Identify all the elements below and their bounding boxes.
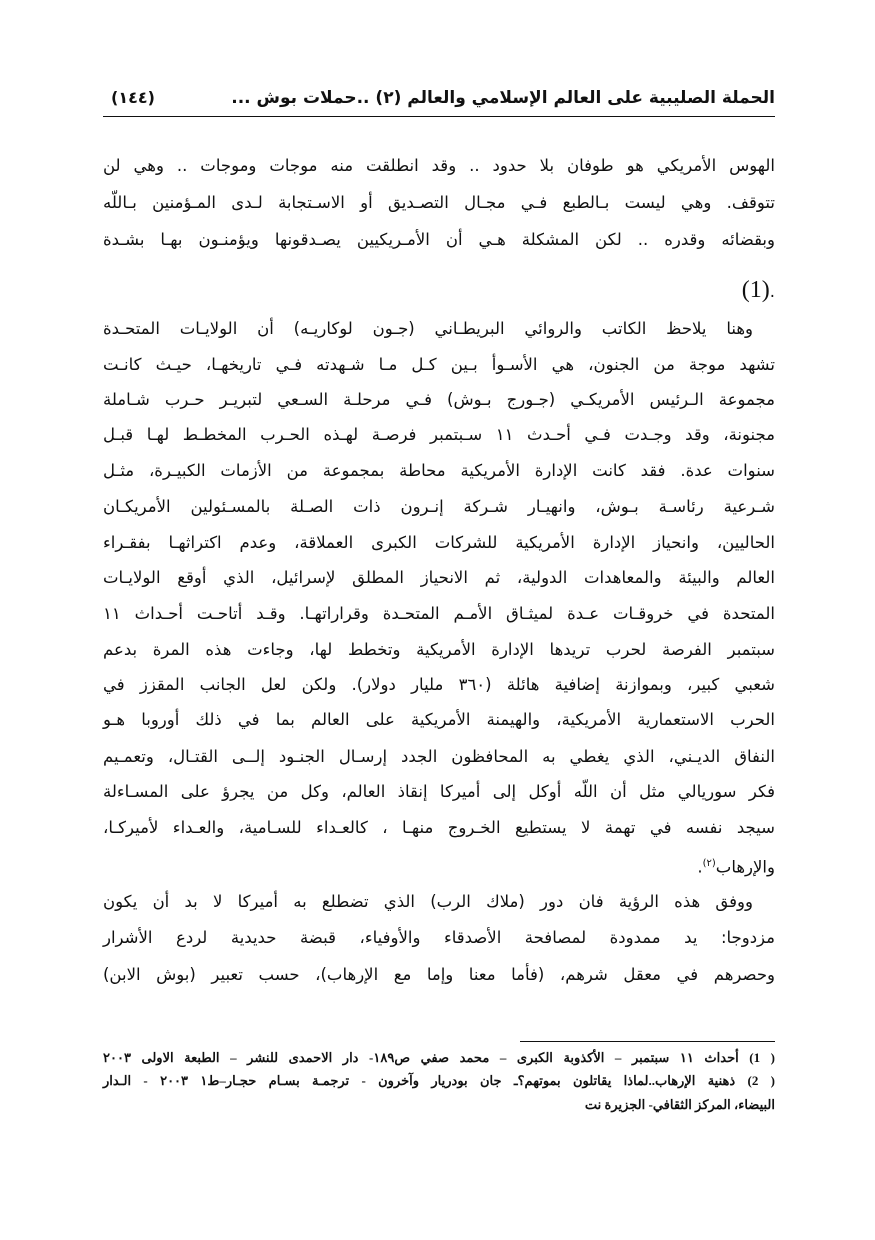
text-line: مجنونة، وقد وجـدت فـي أحـدث ١١ سـبتمبر فرصـة لهـذه الحـرب المخطـط لهـا قبـل	[103, 425, 775, 444]
text-line: الهوس الأمريكي هو طوفان بلا حدود .. وقد انطلقت منه موجات وموجات .. وهي لن	[103, 156, 775, 175]
text-line: المتحدة في خروقـات عـدة لميثـاق الأمـم المتحـدة وقراراتهـا. وقـد أتاحـت أحـداث ١١	[103, 604, 775, 623]
footnote-ref[interactable]: (٢)	[702, 858, 716, 869]
text-line: الحاليين، وانحياز الإدارة الأمريكية للشركات الكبرى العملاقة، وعدم اكتراثهـا بفقـراء	[103, 533, 775, 552]
text-line: سبتمبر الفرصة لحرب تريدها الإدارة الأمريكية وتخطط لها، وجاءت هذه المرة بدعم	[103, 640, 775, 659]
text-line: تشهد موجة من الجنون، هي الأسـوأ بـين كـل مـا شـهدته فـي تاريخهـا، حيـث كانـت	[103, 355, 775, 374]
footnote-marker: ( 2)	[747, 1073, 775, 1088]
text-line: مزدوجا: يد ممدودة لمصافحة الأصدقاء والأوفياء، قبضة حديدية لردع الأشرار	[103, 928, 775, 947]
text-line: وبقضائه وقدره .. لكن المشكلة هـي أن الأمـريكيين يصـدقونها ويؤمنـون بهـا بشـدة	[103, 230, 775, 249]
text-line: الحرب الاستعمارية الأمريكية، والهيمنة الأمريكية على العالم بما في ذلك أوروبا هـو	[103, 710, 775, 729]
page-number: (١٤٤)	[111, 88, 155, 107]
footnote-2	[103, 1072, 775, 1090]
text-line: شعبي كبير، وبموازنة إضافية هائلة (٣٦٠ مليار دولار). ولكن لعل الجانب المقزز في	[103, 675, 776, 694]
text-line: العالم والبيئة والمعاهدات الدولية، ثم الانحياز المطلق لإسرائيل، الذي أوقع الولايـات	[103, 568, 775, 587]
text-line: النفاق الديـني، الذي يغطي به المحافظون الجدد إرسـال الجنـود إلــى القتـال، وتعمـيم	[103, 747, 775, 766]
text-line: مجموعة الـرئيس الأمريكـي (جـورج بـوش) فـي مرحلـة السـعي لتبريـر حـرب شـاملة	[103, 390, 775, 409]
text-line: وحصرهم في معقل شرهم، (فأما معنا وإما مع الإرهاب)، حسب تعبير (بوش الابن)	[103, 965, 775, 984]
header-title: الحملة الصليبية على العالم الإسلامي والعالم (٢) ..حملات بوش ...	[231, 88, 775, 108]
text-line: سنوات عدة. فقد كانت الإدارة الأمريكية محاطة بمجموعة من الأزمات الكبيـرة، مثـل	[103, 461, 775, 480]
running-header	[103, 86, 775, 117]
footnote-2-continued: البيضاء، المركز الثقافي- الجزيرة نت	[584, 1097, 775, 1112]
text-line: فكر سوريالي مثل أن اللّه أوكل إلى أميركا إنقاذ العالم، وكل من يجرؤ على المسـاءلة	[103, 782, 775, 801]
period: .	[769, 282, 775, 301]
text-line: والإرهاب$^{(٢)}$.	[697, 857, 775, 877]
footnote-marker: ( 1)	[749, 1050, 776, 1065]
text-line: شـرعية رئاسـة بـوش، وانهيـار شـركة إنـرون ذات الصـلة بالمسـئولين الأمريكـان	[103, 497, 775, 516]
footnote-1	[103, 1049, 775, 1067]
text-line: وهنا يلاحظ الكاتب والروائي البريطـاني (جـون لوكاريـه) أن الولايـات المتحـدة	[103, 319, 753, 338]
footnote-ref[interactable]: (1)	[741, 277, 770, 303]
text-line: سيجد نفسه في تهمة لا يستطيع الخـروج منهـا ، كالعـداء للسـامية، والعـداء لأميركـا،	[103, 818, 775, 837]
text-line: ووفق هذه الرؤية فان دور (ملاك الرب) الذي تضطلع به أميركا لا بد أن يكون	[103, 892, 753, 911]
text-line: تتوقف. وهي ليست بـالطبع فـي مجـال التصـديق أو الاسـتجابة لـدى المـؤمنين بـاللّه	[103, 193, 775, 212]
footnote-text: أحداث ١١ سبتمبر – الأكذوبة الكبرى – محمد صفي ص١٨٩- دار الاحمدى للنشر – الطبعة الاولى ٢٠٠٣	[103, 1050, 739, 1065]
text-segment: والإرهاب	[715, 857, 775, 877]
footnote-text: ذهنية الإرهاب..لماذا يقاتلون بموتهم؟ـ جان بودريار وآخرون - ترجمـة بسـام حجـار–ط١ ٢٠٠٣ - الـدار	[103, 1073, 736, 1088]
text-line	[103, 278, 775, 302]
footnote-divider	[520, 1041, 775, 1042]
